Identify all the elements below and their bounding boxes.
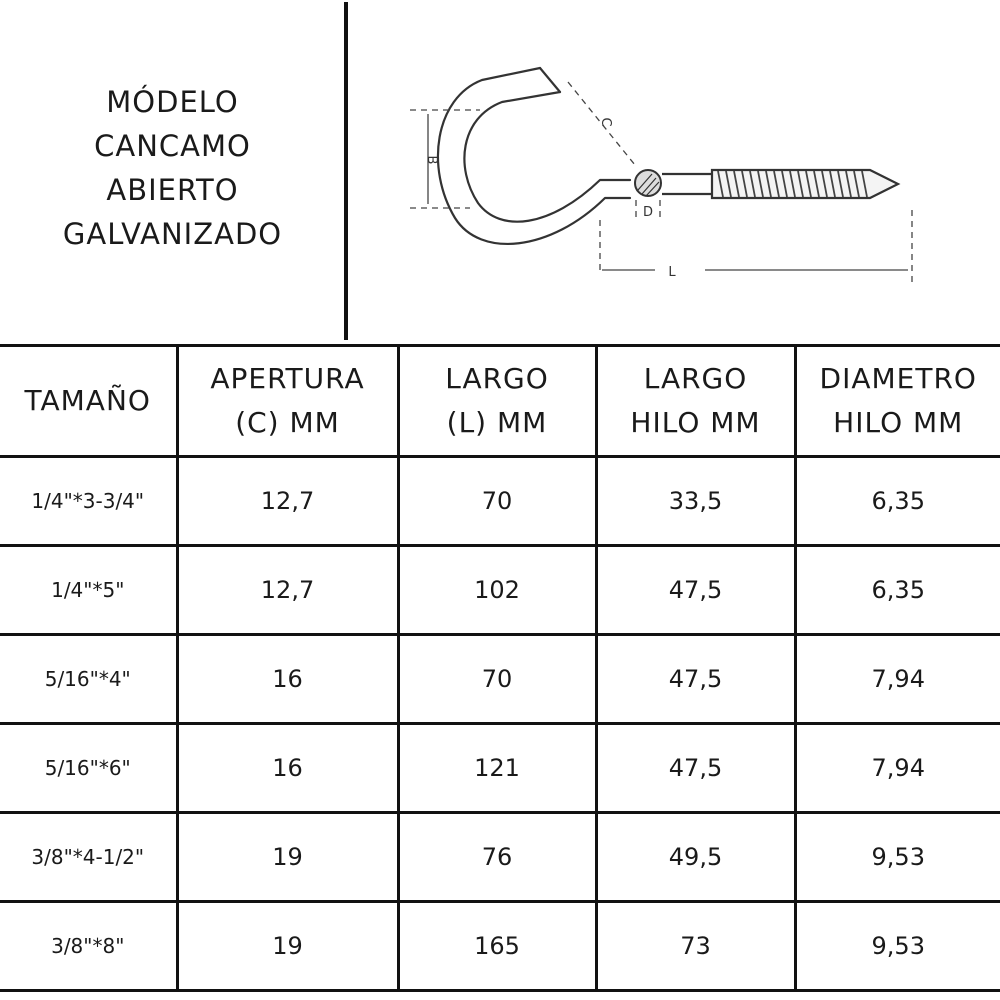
title-line: GALVANIZADO xyxy=(62,217,283,251)
cell-opening: 12,7 xyxy=(177,546,398,635)
table-row xyxy=(0,635,1000,724)
cell-thread-diameter: 9,53 xyxy=(795,813,1000,902)
header-length: LARGO (L) MM xyxy=(398,346,596,457)
cell-opening: 19 xyxy=(177,813,398,902)
title-line: MÓDELO xyxy=(106,85,239,119)
cell-thread-length: 47,5 xyxy=(596,546,795,635)
cell-opening: 12,7 xyxy=(177,457,398,546)
cell-opening: 16 xyxy=(177,724,398,813)
label-l: L xyxy=(668,265,676,280)
spec-table xyxy=(0,344,1000,992)
cell-size: 1/4"*3-3/4" xyxy=(0,457,177,546)
table-row xyxy=(0,813,1000,902)
header-thread-length: LARGO HILO MM xyxy=(596,346,795,457)
cell-length: 165 xyxy=(398,902,596,991)
label-b: B xyxy=(424,155,439,165)
cell-length: 102 xyxy=(398,546,596,635)
product-title xyxy=(0,80,345,256)
table-row xyxy=(0,457,1000,546)
vertical-divider xyxy=(344,2,348,340)
cell-size: 1/4"*5" xyxy=(0,546,177,635)
cell-opening: 19 xyxy=(177,902,398,991)
cell-thread-diameter: 7,94 xyxy=(795,724,1000,813)
header-opening: APERTURA (C) MM xyxy=(177,346,398,457)
cell-thread-diameter: 9,53 xyxy=(795,902,1000,991)
hook-dimension-drawing xyxy=(400,40,920,340)
cell-length: 121 xyxy=(398,724,596,813)
label-d: D xyxy=(642,205,654,220)
title-line: ABIERTO xyxy=(106,173,239,207)
label-c: C xyxy=(598,117,613,127)
cell-opening: 16 xyxy=(177,635,398,724)
title-line: CANCAMO xyxy=(94,129,251,163)
header-size: TAMAÑO xyxy=(0,346,177,457)
cell-length: 76 xyxy=(398,813,596,902)
cell-length: 70 xyxy=(398,635,596,724)
table-row xyxy=(0,902,1000,991)
header-thread-diameter: DIAMETRO HILO MM xyxy=(795,346,1000,457)
wire-section xyxy=(635,170,661,196)
table-row xyxy=(0,546,1000,635)
table-row xyxy=(0,724,1000,813)
cell-thread-diameter: 7,94 xyxy=(795,635,1000,724)
header-row xyxy=(0,346,1000,457)
cell-thread-diameter: 6,35 xyxy=(795,546,1000,635)
cell-thread-length: 47,5 xyxy=(596,724,795,813)
cell-size: 3/8"*8" xyxy=(0,902,177,991)
cell-thread-length: 73 xyxy=(596,902,795,991)
cell-thread-length: 47,5 xyxy=(596,635,795,724)
cell-thread-length: 49,5 xyxy=(596,813,795,902)
cell-thread-diameter: 6,35 xyxy=(795,457,1000,546)
cell-size: 5/16"*4" xyxy=(0,635,177,724)
cell-size: 3/8"*4-1/2" xyxy=(0,813,177,902)
cell-length: 70 xyxy=(398,457,596,546)
cell-thread-length: 33,5 xyxy=(596,457,795,546)
cell-size: 5/16"*6" xyxy=(0,724,177,813)
